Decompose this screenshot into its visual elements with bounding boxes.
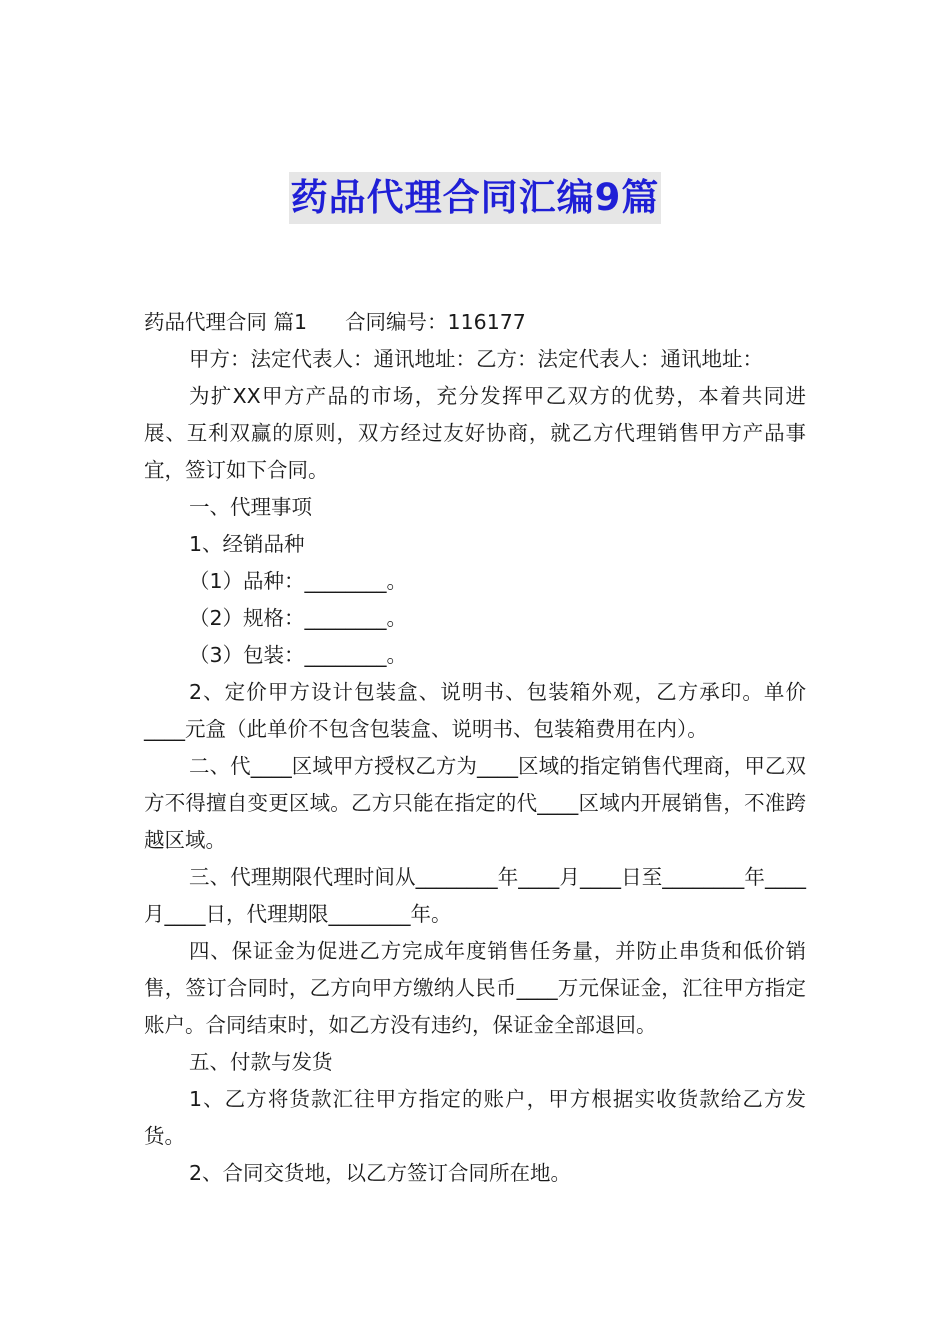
section-heading: 五、付款与发货: [189, 1050, 333, 1074]
list-item: （2）规格：________。: [189, 606, 408, 630]
paragraph: 四、保证金为促进乙方完成年度销售任务量，并防止串货和低价销售，签订合同时，乙方向甲方缴纳人民币____万元保证金，汇往甲方指定账户。合同结束时，如乙方没有违约，保证金全部退回。: [144, 939, 806, 1037]
header-line: [144, 304, 806, 341]
paragraph: 二、代____区域甲方授权乙方为____区域的指定销售代理商，甲乙双方不得擅自变更区域。乙方只能在指定的代____区域内开展销售，不准跨越区域。: [144, 754, 806, 852]
paragraph: 甲方：法定代表人：通讯地址：乙方：法定代表人：通讯地址：: [189, 347, 763, 371]
title-container: [0, 172, 950, 224]
section-title: 药品代理合同 篇1: [144, 310, 308, 334]
document-body: [144, 304, 806, 1192]
paragraph: 1、乙方将货款汇往甲方指定的账户，甲方根据实收货款给乙方发货。: [144, 1087, 806, 1148]
section-heading: 一、代理事项: [189, 495, 312, 519]
paragraph: 三、代理期限代理时间从________年____月____日至________年____月____日，代理期限________年。: [144, 865, 806, 926]
paragraph: 1、经销品种: [189, 532, 305, 556]
document-title: 药品代理合同汇编9篇: [289, 172, 662, 224]
paragraph: 为扩XX甲方产品的市场，充分发挥甲乙双方的优势，本着共同进展、互利双赢的原则，双方经过友好协商，就乙方代理销售甲方产品事宜，签订如下合同。: [144, 384, 806, 482]
contract-number: 合同编号：116177: [345, 310, 526, 334]
paragraph: 2、合同交货地，以乙方签订合同所在地。: [189, 1161, 572, 1185]
list-item: （3）包装：________。: [189, 643, 408, 667]
paragraph: 2、定价甲方设计包装盒、说明书、包装箱外观，乙方承印。单价____元盒（此单价不包含包装盒、说明书、包装箱费用在内）。: [144, 680, 806, 741]
list-item: （1）品种：________。: [189, 569, 408, 593]
